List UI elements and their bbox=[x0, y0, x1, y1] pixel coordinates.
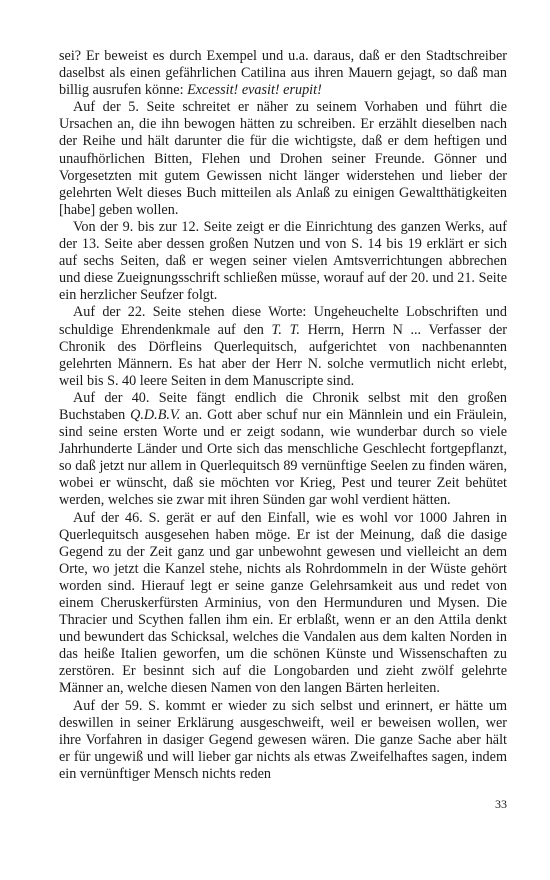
paragraph bbox=[59, 48, 507, 99]
text-run: Von der 9. bis zur 12. Seite zeigt er die Einrichtung des ganzen Werks, auf der 13. Seite aber dessen großen Nutzen und von S. 14 bis 19 erklärt er sich auf sechs Seiten, daß er wegen seiner vielen Amtsverrichtungen abbrechen und diese Zueignungsschrift schließen müsse, worauf auf der 20. und 21. Seite ein herzlicher Seufzer folgt. bbox=[59, 218, 507, 304]
text-run: an. Gott aber schuf nur ein Männlein und ein Fräulein, sind seine ersten Worte und er zeigt sodann, wie wunderbar durch so viele Jahrhunderte Länder und Orte sich das menschliche Geschlecht fortgepflanzt, so daß jetzt nur allem in Querlequitsch 89 vernünftige Seelen zu finden wären, wobei er wünscht, daß sie möchten vor Krieg, Pest und teurer Zeit behütet werden, welches sie zwar mit ihren Sünden gar wohl verdient hätten. bbox=[59, 406, 507, 509]
text-run: Auf der 46. S. gerät er auf den Einfall, wie es wohl vor 1000 Jahren in Querlequitsch ausgesehen haben möge. Er ist der Meinung, daß die dasige Gegend zu der Zeit ganz und gar unbewohnt gewesen und vielleicht an dem Orte, wo jetzt die Kanzel stehe, nichts als Rohrdommeln in der Wüste gehört worden sind. Hierauf legt er seine ganze Gelehrsamkeit aus und redet von einem Cheruskerfürsten Arminius, von den Hermunduren und Mysen. Die Thracier und Scythen fallen ihm ein. Er erblaßt, wenn er an den Attila denkt und bewundert das Schicksal, welches die Vandalen aus dem kalten Norden in das heiße Italien geworfen, um die schönen Künste und Wissenschaften zu zerstören. Er besinnt sich auf die Longobarden und zieht zwölf gelehrte Männer an, welche diesen Namen von den langen Bärten herleiten. bbox=[59, 509, 507, 697]
paragraph bbox=[59, 219, 507, 304]
text-run: Auf der 59. S. kommt er wieder zu sich selbst und erinnert, er hätte um deswillen in seiner Erklärung ausgeschweift, weil er beweisen wollen, wer ihre Vorfahren in dasiger Gegend gewesen wären. Die ganze Sache aber hält er für ungewiß und will lieber gar nichts als etwas Zweifelhaftes sagen, indem ein vernünftiger Mensch nichts reden bbox=[59, 697, 507, 782]
text-run: Auf der 40. Seite fängt endlich die Chronik selbst mit den großen Buchstaben bbox=[59, 389, 507, 423]
page-body bbox=[59, 48, 507, 783]
text-run: Auf der 22. Seite stehen diese Worte: Ungeheuchelte Lobschriften und schuldige Ehrendenkmale auf den bbox=[59, 304, 507, 338]
paragraph bbox=[59, 390, 507, 510]
text-run: Auf der 5. Seite schreitet er näher zu seinem Vorhaben und führt die Ursachen an, die ihn bewogen hätten zu schreiben. Er erzählt dieselben nach der Reihe und hält darunter die für die wichtigste, daß er dem heftigen und unaufhörlichen Bitten, Flehen und Drohen seiner Freunde. Gönner und Vorgesetzten mit gutem Gewissen nicht länger widerstehen und lieber der gelehrten Welt dieses Buch mitteilen als Anlaß zu einigen Gewaltthätigkeiten [habe] geben wollen. bbox=[59, 99, 507, 218]
italic-text: T. T. bbox=[271, 321, 300, 338]
page-number: 33 bbox=[495, 797, 507, 811]
text-run: sei? Er beweist es durch Exempel und u.a. daraus, daß er den Stadtschreiber daselbst als einen gefährlichen Catilina aus ihren Mauern gejagt, so daß man billig ausrufen könne: bbox=[59, 48, 507, 99]
paragraph bbox=[59, 304, 507, 389]
italic-text: Excessit! evasit! erupit! bbox=[187, 82, 322, 99]
paragraph bbox=[59, 510, 507, 698]
paragraph bbox=[59, 698, 507, 783]
text-run: Herrn, Herrn N ... Verfasser der Chronik des Dörfleins Querlequitsch, aufgerichtet von nachbenannten gelehrten Männern. Es hat aber der Herr N. solche vermutlich nicht erlebt, weil bis S. 40 leere Seiten in dem Manuscripte sind. bbox=[59, 321, 507, 389]
paragraph bbox=[59, 99, 507, 219]
italic-text: Q.D.B.V. bbox=[130, 406, 181, 423]
